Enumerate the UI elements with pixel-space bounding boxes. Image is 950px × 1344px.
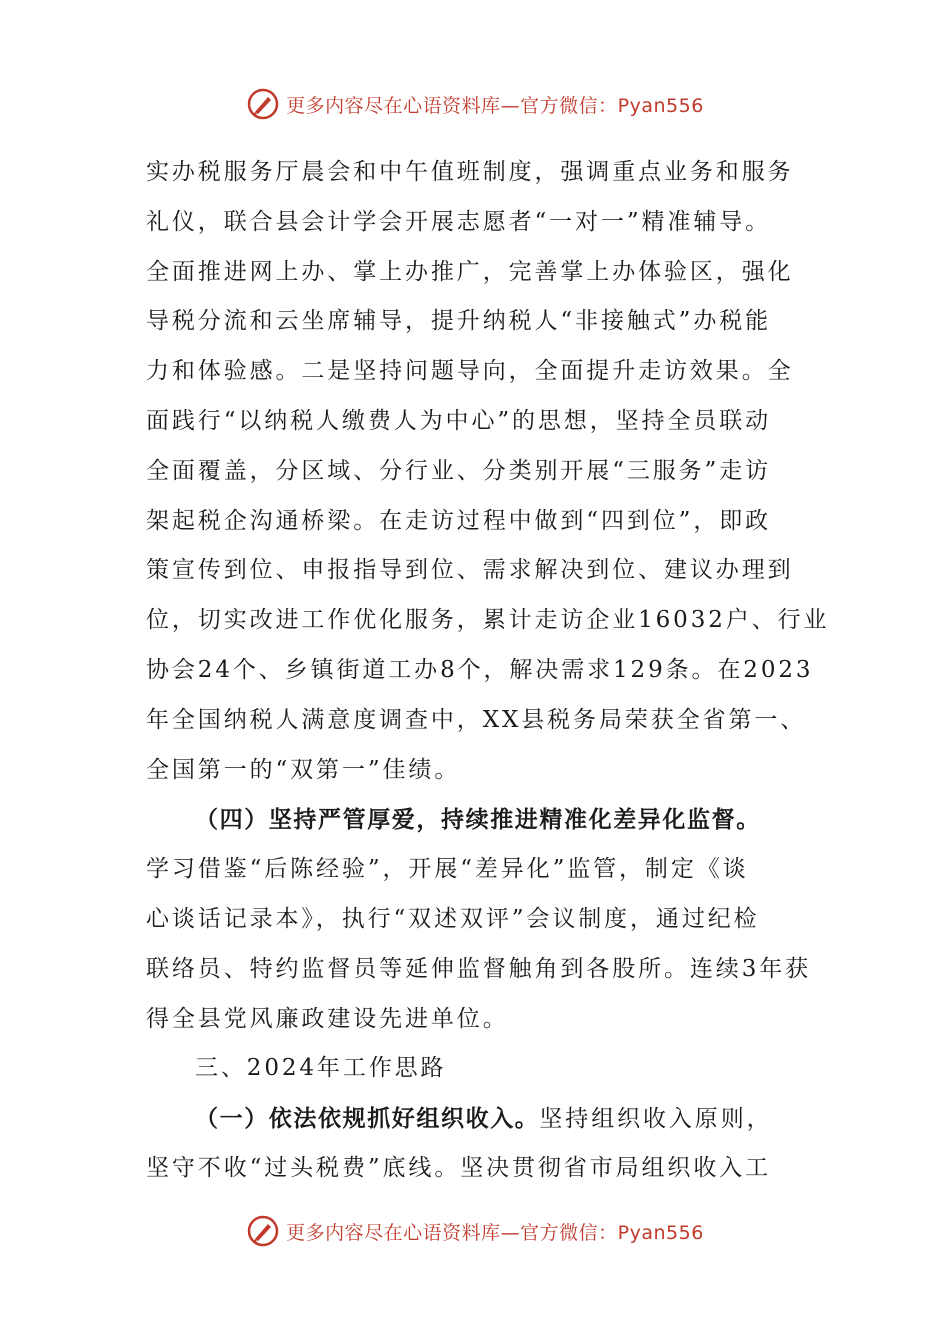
document-body [146,148,830,1194]
paragraph-line: 得全县党风廉政建设先进单位。 [146,1005,509,1032]
part-heading: 三、2024年工作思路 [195,1055,447,1082]
footer-watermark-banner [0,1211,950,1251]
paragraph-line: 导税分流和云坐席辅导，提升纳税人“非接触式”办税能 [146,308,772,335]
paragraph-line: 面践行“以纳税人缴费人为中心”的思想，坚持全员联动 [146,407,772,434]
section-heading: （四）坚持严管厚爱，持续推进精准化差异化监督。 [195,806,761,834]
paragraph-line: 架起税企沟通桥梁。在走访过程中做到“四到位”，即政 [146,507,772,534]
paragraph-line: 全面覆盖，分区域、分行业、分类别开展“三服务”走访 [146,457,772,484]
paragraph-line: 坚守不收“过头税费”底线。坚决贯彻省市局组织收入工 [146,1154,772,1181]
paragraph-line: 实办税服务厅晨会和中午值班制度，强调重点业务和服务 [146,159,794,185]
header-watermark-text: 更多内容尽在心语资料库—官方微信：Pyan556 [286,94,704,117]
footer-watermark-text: 更多内容尽在心语资料库—官方微信：Pyan556 [286,1221,704,1244]
paragraph-line: 学习借鉴“后陈经验”，开展“差异化”监管，制定《谈 [146,856,749,883]
paragraph-line: 年全国纳税人满意度调查中，XX县税务局荣获全省第一、 [146,706,807,733]
paragraph-line: 力和体验感。二是坚持问题导向，全面提升走访效果。全 [146,358,794,385]
header-watermark-banner [0,84,950,124]
paragraph-line: 协会24个、乡镇街道工办8个，解决需求129条。在2023 [146,656,814,683]
paragraph-line: 全国第一的“双第一”佳绩。 [146,756,461,783]
paragraph-line: 礼仪，联合县会计学会开展志愿者“一对一”精准辅导。 [146,208,772,235]
paragraph-line: 位，切实改进工作优化服务，累计走访企业16032户、行业 [146,607,830,634]
item-heading: （一）依法依规抓好组织收入。 [195,1105,540,1133]
paragraph-line: 全面推进网上办、掌上办推广，完善掌上办体验区，强化 [146,258,794,285]
pen-logo-icon [246,1214,280,1248]
paragraph-line: 联络员、特约监督员等延伸监督触角到各股所。连续3年获 [146,955,812,982]
paragraph-line: 策宣传到位、申报指导到位、需求解决到位、建议办理到 [146,557,794,584]
paragraph-line: 心谈话记录本》，执行“双述双评”会议制度，通过纪检 [146,905,760,932]
item-line [146,1094,810,1144]
pen-logo-icon [246,87,280,121]
item-lead-text: 坚持组织收入原则， [539,1106,773,1133]
